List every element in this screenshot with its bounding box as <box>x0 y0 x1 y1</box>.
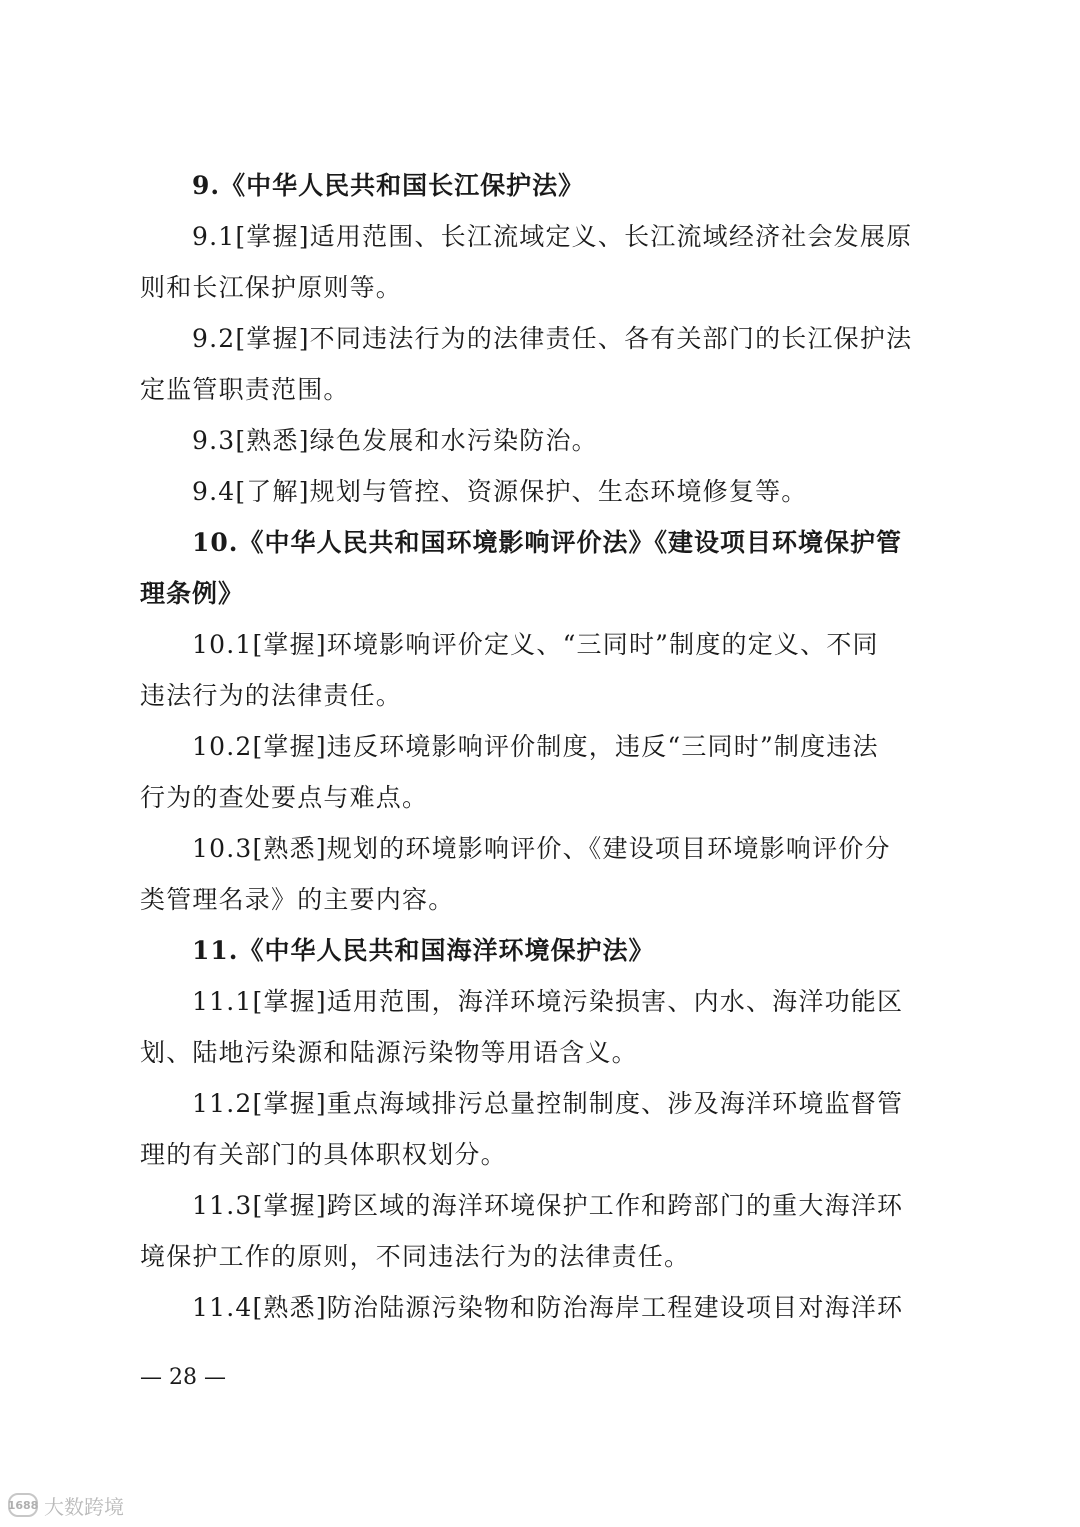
text-line: 违法行为的法律责任。 <box>140 681 403 710</box>
watermark <box>8 1488 124 1522</box>
text-line: 划、陆地污染源和陆源污染物等用语含义。 <box>140 1038 638 1067</box>
text-line: 理的有关部门的具体职权划分。 <box>140 1140 507 1169</box>
page-number: — 28 — <box>140 1365 226 1390</box>
text-line: 11.2[掌握]重点海域排污总量控制制度、涉及海洋环境监督管 <box>192 1089 904 1118</box>
text-line: 类管理名录》的主要内容。 <box>140 885 455 914</box>
text-line: 9.4[了解]规划与管控、资源保护、生态环境修复等。 <box>192 477 808 506</box>
text-line: 行为的查处要点与难点。 <box>140 783 429 812</box>
text-line: 则和长江保护原则等。 <box>140 273 403 302</box>
text-line: 9.1[掌握]适用范围、长江流域定义、长江流域经济社会发展原 <box>192 222 913 251</box>
text-line: 10.2[掌握]违反环境影响评价制度，违反“三同时”制度违法 <box>192 732 879 761</box>
text-line: 9.2[掌握]不同违法行为的法律责任、各有关部门的长江保护法 <box>192 324 913 353</box>
watermark-text: 大数跨境 <box>44 1494 124 1519</box>
text-line: 11.3[掌握]跨区域的海洋环境保护工作和跨部门的重大海洋环 <box>192 1191 904 1220</box>
watermark-logo-icon: 1688 <box>8 1493 38 1517</box>
section-heading-line: 10.《中华人民共和国环境影响评价法》《建设项目环境保护管 <box>192 528 902 557</box>
document-body <box>140 160 940 1333</box>
text-line: 11.4[熟悉]防治陆源污染物和防治海岸工程建设项目对海洋环 <box>192 1293 904 1322</box>
text-line: 10.3[熟悉]规划的环境影响评价、《建设项目环境影响评价分 <box>192 834 891 863</box>
text-line: 10.1[掌握]环境影响评价定义、“三同时”制度的定义、不同 <box>192 630 879 659</box>
section-heading-line: 理条例》 <box>140 579 245 608</box>
section-heading-line: 9.《中华人民共和国长江保护法》 <box>192 171 585 200</box>
text-line: 9.3[熟悉]绿色发展和水污染防治。 <box>192 426 598 455</box>
section-heading-line: 11.《中华人民共和国海洋环境保护法》 <box>192 936 655 965</box>
text-line: 境保护工作的原则，不同违法行为的法律责任。 <box>140 1242 691 1271</box>
text-line: 11.1[掌握]适用范围，海洋环境污染损害、内水、海洋功能区 <box>192 987 904 1016</box>
text-line: 定监管职责范围。 <box>140 375 350 404</box>
